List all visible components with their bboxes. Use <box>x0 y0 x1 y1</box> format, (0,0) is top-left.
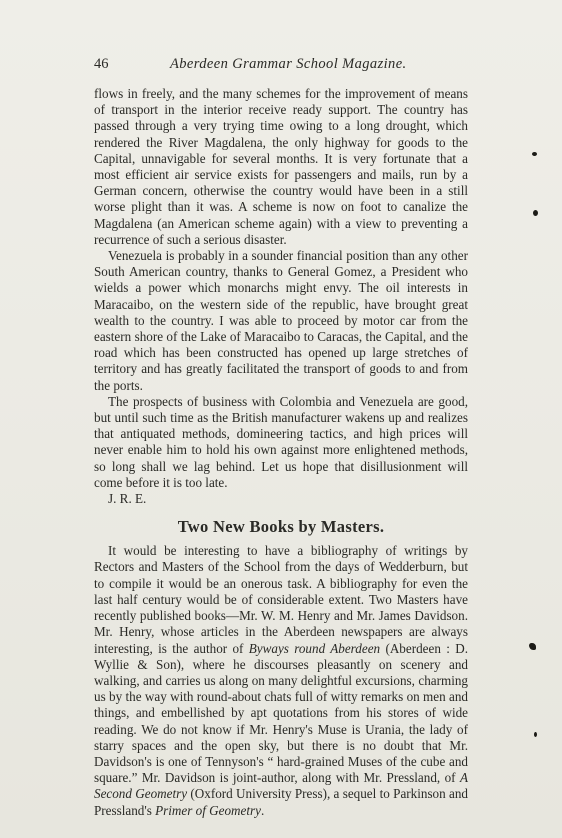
author-signature: J. R. E. <box>108 491 147 507</box>
article-title: Two New Books by Masters. <box>177 517 385 537</box>
paragraph-transport: flows in freely, and the many schemes for the improvement of means of transport in the interior receive ready support. The country has passed through a very trying time owing to a long drought, which rendered the River Magdalena, the only highway for goods to the Capital, unnavigable for several months. It is very fortunate that a most efficient air service exists for passengers and mails, run by a German concern, otherwise the country would have been in a still worse plight than it was. A scheme is now on foot to canalize the Magdalena (an American scheme again) with a view to preventing a recurrence of such a serious disaster. <box>94 86 468 247</box>
page-body <box>94 86 468 819</box>
books-text-b: (Aberdeen : D. Wyllie & Son), where he discourses pleasantly on scenery and walking, and carries us along on many delightful excursions, charming us by the way with round-about chats full of witty remarks on men and things, and embellished by apt quotations from his stores of wide reading. We do not know if Mr. Henry's Muse is Urania, the lady of starry spaces and the open sky, but there is no doubt that Mr. Davidson's is one of Tennyson's “ hard-grained Muses of the cube and square.” Mr. Davidson is joint-author, along with Mr. Pressland, of <box>94 640 468 786</box>
ink-speck <box>529 643 536 650</box>
magazine-title: Aberdeen Grammar School Magazine. <box>170 56 407 72</box>
paragraph-books <box>94 543 468 818</box>
book-title-second-geometry: A Second Geometry <box>94 770 468 802</box>
books-text-c: (Oxford University Press), a sequel to Parkinson and Pressland's <box>94 786 468 818</box>
books-text-a: It would be interesting to have a bibliography of writings by Rectors and Masters of the School from the days of Wedderburn, but to compile it would be an onerous task. A bibliography for even the last half century would be of considerable extent. Two Masters have recently published books—Mr. W. M. Henry and Mr. James Davidson. Mr. Henry, whose articles in the Aberdeen newspapers are always interesting, is the author of <box>94 543 468 656</box>
ink-speck <box>532 152 537 156</box>
ink-speck <box>534 732 537 737</box>
books-text-d: . <box>260 802 265 818</box>
ink-speck <box>533 210 538 216</box>
paragraph-prospects: The prospects of business with Colombia and Venezuela are good, but until such time as the British manufacturer wakens up and realizes that antiquated methods, domineering tactics, and high prices will never enable him to hold his own against more enlightened methods, so long shall we lag behind. Let us hope that disillusionment will come before it is too late. <box>94 393 468 490</box>
paragraph-venezuela: Venezuela is probably in a sounder financial position than any other South American country, thanks to General Gomez, a President who wields a power which monarchs might envy. The oil interests in Maracaibo, on the western side of the republic, have brought great wealth to the country. I was able to proceed by motor car from the eastern shore of the Lake of Maracaibo to Caracas, the Capital, and the road which has been constructed has opened up large stretches of territory and has greatly facilitated the transport of goods to and from the ports. <box>94 248 468 393</box>
running-header <box>94 54 484 74</box>
book-title-primer: Primer of Geometry <box>155 802 261 818</box>
page-number: 46 <box>94 56 109 72</box>
book-title-byways: Byways round Aberdeen <box>248 640 381 656</box>
